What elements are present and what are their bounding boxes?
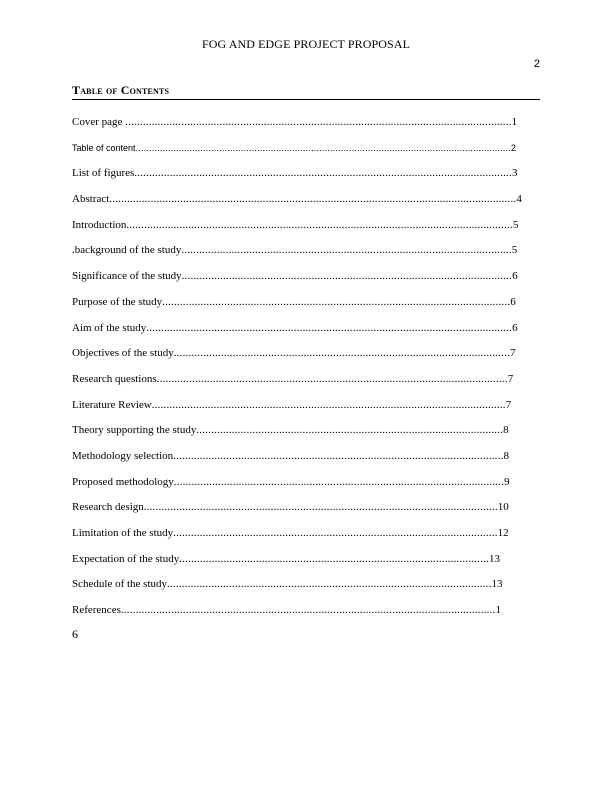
toc-dot-leader: ................................................................................................................ bbox=[181, 270, 513, 283]
running-head: FOG AND EDGE PROJECT PROPOSAL bbox=[201, 37, 411, 51]
toc-entry-page: 4 bbox=[516, 193, 522, 206]
toc-entry-title: Schedule of the study bbox=[72, 578, 168, 591]
toc-entry-title: Theory supporting the study bbox=[72, 424, 197, 437]
toc-dot-leader: ................................................................................................................ bbox=[173, 475, 505, 488]
toc-entry[interactable] bbox=[72, 524, 510, 550]
toc-entry[interactable] bbox=[72, 319, 518, 345]
toc-entry-page: 6 bbox=[512, 321, 518, 334]
toc-dot-leader: .............................................................................................................. bbox=[167, 578, 492, 591]
toc-entry-title: Abstract bbox=[72, 193, 110, 206]
toc-entry-page: 13 bbox=[488, 552, 500, 565]
toc-entry-page: 8 bbox=[503, 449, 510, 462]
toc-entry-title: Purpose of the study bbox=[72, 295, 163, 308]
toc-dot-leader: ................................................................................................................ bbox=[181, 244, 512, 257]
toc-entry-page: 6 bbox=[510, 295, 516, 308]
toc-entry[interactable] bbox=[72, 267, 518, 293]
toc-entry-title: Methodology selection bbox=[72, 449, 174, 462]
toc-entry-page: 5 bbox=[512, 218, 518, 231]
toc-entry-page: 6 bbox=[512, 270, 518, 283]
toc-trailing-text: 6 bbox=[72, 627, 78, 641]
toc-entry[interactable] bbox=[72, 498, 510, 524]
toc-entry-title: Table of content bbox=[72, 142, 136, 153]
toc-heading: Table of Contents bbox=[72, 83, 540, 100]
toc-entry-title: Aim of the study bbox=[72, 321, 147, 334]
toc-entry[interactable] bbox=[72, 370, 514, 396]
toc-entry[interactable] bbox=[72, 447, 510, 473]
toc-entry-page: 8 bbox=[503, 424, 509, 437]
toc-entry[interactable] bbox=[72, 293, 518, 319]
toc-entry[interactable] bbox=[72, 550, 502, 576]
toc-entry[interactable] bbox=[72, 216, 518, 242]
toc-entry[interactable] bbox=[72, 601, 504, 627]
toc-entry-title: Significance of the study bbox=[72, 270, 182, 283]
toc-entry-title: .background of the study bbox=[72, 244, 182, 257]
toc-entry-title: Cover page bbox=[72, 116, 126, 128]
toc-entry-page: 13 bbox=[491, 578, 503, 591]
toc-dot-leader: ............................................................................................................................... bbox=[120, 604, 496, 617]
toc-entry[interactable] bbox=[72, 396, 512, 422]
toc-dot-leader: ................................................................................................................ bbox=[173, 449, 504, 462]
toc-dot-leader: ........................................................................................................................ bbox=[151, 398, 506, 411]
toc-list bbox=[72, 113, 540, 627]
toc-entry[interactable] bbox=[72, 241, 518, 267]
toc-entry[interactable] bbox=[72, 575, 504, 601]
toc-dot-leader: .................................................................................................................. bbox=[173, 347, 511, 360]
toc-entry[interactable] bbox=[72, 473, 510, 499]
toc-entry-title: Expectation of the study bbox=[72, 552, 180, 565]
toc-entry[interactable] bbox=[72, 113, 518, 139]
toc-dot-leader: ................................................................................................................................... bbox=[126, 218, 513, 231]
toc-entry[interactable] bbox=[72, 190, 524, 216]
toc-dot-leader: ............................................................................................................................ bbox=[146, 321, 513, 334]
toc-entry-title: Objectives of the study bbox=[72, 347, 174, 360]
toc-entry-title: Research design bbox=[72, 501, 144, 514]
toc-entry-page: 10 bbox=[497, 501, 509, 514]
toc-entry-title: Limitation of the study bbox=[72, 527, 174, 539]
toc-dot-leader: ................................................................................................................................... bbox=[125, 116, 512, 128]
toc-entry-page: 1 bbox=[511, 116, 518, 128]
toc-entry-page: 2 bbox=[510, 142, 516, 153]
toc-entry-page: 9 bbox=[504, 475, 510, 488]
toc-entry-title: List of figures bbox=[72, 167, 135, 180]
toc-dot-leader: ........................................................................................................................ bbox=[143, 501, 498, 514]
toc-dot-leader: .......................................................................................................................................... bbox=[109, 193, 517, 206]
toc-dot-leader: ......................................................................................................... bbox=[179, 552, 489, 565]
toc-entry-page: 12 bbox=[497, 527, 509, 539]
toc-entry[interactable] bbox=[72, 139, 518, 165]
toc-entry-page: 1 bbox=[495, 604, 502, 617]
toc-entry-title: Proposed methodology bbox=[72, 475, 174, 488]
toc-entry-title: Research questions bbox=[72, 372, 157, 385]
toc-entry-title: Literature Review bbox=[72, 398, 152, 411]
toc-entry[interactable] bbox=[72, 164, 518, 190]
toc-entry[interactable] bbox=[72, 344, 516, 370]
toc-dot-leader: .............................................................................................................. bbox=[173, 527, 498, 539]
toc-entry-page: 7 bbox=[510, 347, 516, 360]
toc-entry-page: 7 bbox=[507, 372, 514, 385]
toc-dot-leader: ...................................................................................................................... bbox=[162, 295, 511, 308]
page-number: 2 bbox=[533, 58, 540, 70]
toc-dot-leader: ........................................................................................................................................... bbox=[135, 142, 511, 153]
toc-entry[interactable] bbox=[72, 421, 510, 447]
toc-entry-page: 7 bbox=[505, 398, 512, 411]
toc-dot-leader: ................................................................................................................................ bbox=[134, 167, 512, 180]
toc-entry-page: 5 bbox=[511, 244, 518, 257]
toc-entry-title: References bbox=[72, 604, 121, 617]
toc-entry-title: Introduction bbox=[72, 218, 127, 231]
toc-entry-page: 3 bbox=[511, 167, 518, 180]
toc-dot-leader: ........................................................................................................ bbox=[196, 424, 504, 437]
toc-dot-leader: ....................................................................................................................... bbox=[156, 372, 508, 385]
